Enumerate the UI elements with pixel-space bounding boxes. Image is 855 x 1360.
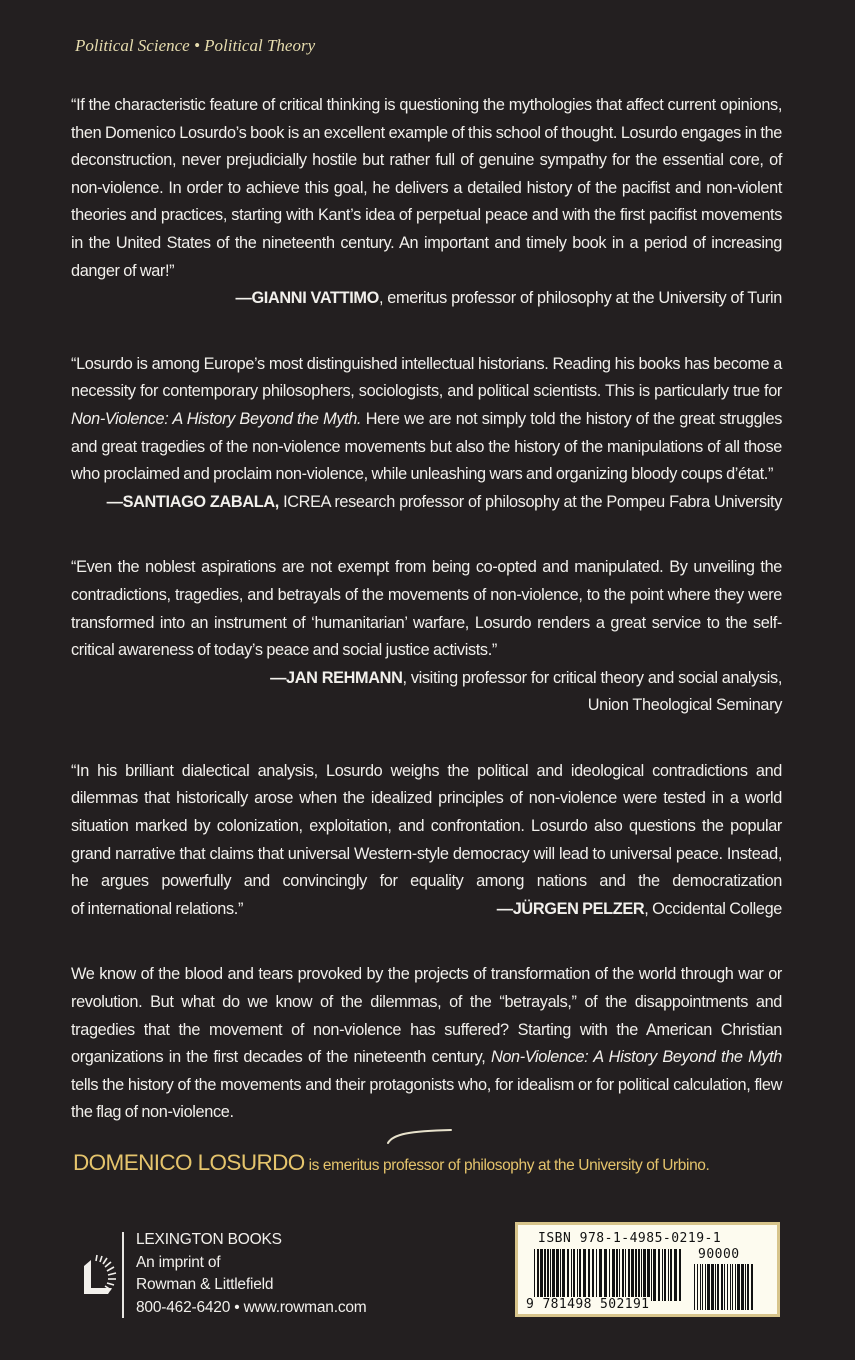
endorsement-affiliation: , visiting professor for critical theory and social analysis,	[402, 668, 782, 687]
barcode-bar	[651, 1249, 652, 1301]
barcode-bar	[556, 1249, 559, 1301]
barcode-bar	[702, 1264, 703, 1310]
endorsement	[71, 351, 782, 517]
barcode-bar	[596, 1249, 597, 1301]
barcode-bar	[537, 1249, 539, 1301]
barcode-bar	[562, 1249, 565, 1301]
addon-barcode-bars-icon	[694, 1264, 756, 1310]
endorsement	[71, 554, 782, 720]
endorsement-quote	[71, 351, 782, 489]
isbn-barcode	[515, 1222, 780, 1317]
barcode-bar	[694, 1264, 695, 1310]
publisher-imprint-label: An imprint of	[136, 1253, 221, 1271]
barcode-bar	[643, 1249, 646, 1301]
endorsement-attribution	[71, 285, 782, 313]
barcode-bar	[599, 1249, 602, 1301]
barcode-bar	[619, 1249, 620, 1301]
barcode-bar	[647, 1249, 650, 1301]
barcode-bar	[664, 1249, 666, 1301]
barcode-bar	[540, 1249, 543, 1301]
barcode-bar	[583, 1249, 586, 1301]
barcode-bar	[741, 1264, 744, 1310]
barcode-bar	[567, 1249, 569, 1301]
endorsement-affiliation: , Occidental College	[644, 899, 782, 918]
barcode-bar	[705, 1264, 706, 1310]
barcode-bar	[674, 1249, 677, 1301]
barcode-bar	[552, 1249, 555, 1301]
decorative-flourish-icon	[385, 1128, 455, 1146]
barcode-bar	[711, 1264, 714, 1310]
barcode-bar	[735, 1264, 736, 1310]
publisher-info	[136, 1229, 367, 1319]
barcode-bar	[737, 1264, 740, 1310]
barcode-bar	[616, 1249, 618, 1301]
endorsement-attribution	[71, 489, 782, 517]
barcode-bar	[560, 1249, 561, 1301]
endorsement-author: —JAN REHMANN	[270, 668, 403, 687]
endorsement	[71, 758, 782, 924]
barcode-bar	[547, 1249, 549, 1301]
barcode-bar	[622, 1249, 624, 1301]
description-text: We know of the blood and tears provoked by the projects of transformation of the world through war or revolution. But what do we know of the dilemmas, of the “betrayals,” of the disappointments and tragedies that the movement of non-violence has suffered? Starting with the American Christian organizations in the first decades of the nineteenth century,	[71, 965, 782, 1067]
barcode-bar	[579, 1249, 581, 1301]
barcode-bar	[638, 1249, 640, 1301]
endorsement-last-line	[71, 896, 782, 924]
lexington-books-logo-icon	[82, 1252, 120, 1296]
endorsement-author: —JÜRGEN PELZER	[496, 899, 645, 918]
book-title: Non-Violence: A History Beyond the Myth.	[71, 409, 362, 428]
barcode-bar	[609, 1249, 610, 1301]
publisher-name: LEXINGTON BOOKS	[136, 1231, 282, 1248]
isbn-label: ISBN 978-1-4985-0219-1	[538, 1231, 722, 1246]
author-bio-text: is emeritus professor of philosophy at the University of Urbino.	[304, 1157, 710, 1174]
divider	[122, 1232, 124, 1318]
barcode-bar	[732, 1264, 733, 1310]
barcode-bar	[544, 1249, 546, 1301]
barcode-bar	[670, 1249, 672, 1301]
barcode-bar	[635, 1249, 637, 1301]
endorsement-attribution	[71, 665, 782, 693]
barcode-bar	[534, 1249, 535, 1301]
barcode-bar	[625, 1249, 626, 1301]
barcode-bar	[747, 1264, 749, 1310]
barcode-bar	[679, 1249, 681, 1301]
barcode-bar	[715, 1264, 716, 1310]
author-bio	[73, 1150, 709, 1176]
barcode-bar	[658, 1249, 660, 1301]
barcode-bar	[628, 1249, 630, 1301]
endorsement	[71, 92, 782, 313]
quote-text: “Losurdo is among Europe’s most distinguished intellectual historians. Reading his books has become a necessity for contemporary philosophers, sociologists, and political scientists. This is particularly true for	[71, 354, 782, 401]
publisher-parent: Rowman & Littlefield	[136, 1276, 274, 1293]
barcode-bar	[700, 1264, 701, 1310]
barcode-bar	[668, 1249, 669, 1301]
barcode-bar	[724, 1264, 725, 1310]
publisher-contact: 800-462-6420 • www.rowman.com	[136, 1298, 367, 1316]
barcode-bar	[588, 1249, 590, 1301]
barcode-bar	[745, 1264, 746, 1310]
author-name: DOMENICO LOSURDO	[73, 1150, 305, 1175]
barcode-bar	[571, 1249, 572, 1301]
barcode-bar	[717, 1264, 719, 1310]
endorsement-quote: “If the characteristic feature of critical thinking is questioning the mythologies that affect current opinions, then Domenico Losurdo’s book is an excellent example of this school of thought. Losurdo engages in the deconstruction, never prejudicially hostile but rather full of genuine sympathy for the essential core, of non-violence. In order to achieve this goal, he delivers a detailed history of the pacifist and non-violent theories and practices, starting with Kant’s idea of perpetual peace and with the first pacifist movements in the United States of the nineteenth century. An important and timely book in a period of increasing danger of war!”	[71, 96, 782, 280]
barcode-bar	[662, 1249, 663, 1301]
barcode-bar	[641, 1249, 642, 1301]
category-label: Political Science • Political Theory	[75, 36, 316, 55]
endorsement-author: —GIANNI VATTIMO	[235, 289, 379, 308]
barcode-bar	[604, 1249, 607, 1301]
barcode-bar	[653, 1249, 656, 1301]
endorsement-affiliation: , emeritus professor of philosophy at the University of Turin	[378, 289, 782, 308]
barcode-bar	[697, 1264, 698, 1310]
barcode-bar	[727, 1264, 728, 1310]
barcode-bar	[612, 1249, 615, 1301]
barcode-bar	[751, 1264, 753, 1310]
book-description	[71, 961, 782, 1127]
barcode-bar	[721, 1264, 723, 1310]
barcode-bar	[577, 1249, 578, 1301]
endorsement-affiliation: ICREA research professor of philosophy at the Pompeu Fabra University	[278, 492, 782, 511]
barcode-bar	[631, 1249, 634, 1301]
barcode-bar	[573, 1249, 575, 1301]
endorsement-affiliation-line2: Union Theological Seminary	[587, 696, 782, 715]
price-code: 90000	[698, 1247, 740, 1262]
description-text: tells the history of the movements and their protagonists who, for idealism or for political calculation, flew the flag of non-violence.	[71, 1075, 782, 1122]
book-title: Non-Violence: A History Beyond the Myth	[490, 1048, 782, 1067]
endorsement-quote: “In his brilliant dialectical analysis, Losurdo weighs the political and ideological contradictions and dilemmas that historically arose when the idealized principles of non-violence were tested in a world situation marked by colonization, exploitation, and confrontation. Losurdo also questions the popular grand narrative that claims that universal Western-style democracy will lead to universal peace. Instead, he argues powerfully and convincingly for equality among nations and the democratization	[71, 761, 782, 891]
quote-text: of international relations.”	[71, 899, 244, 918]
barcode-bar	[707, 1264, 710, 1310]
ean-number: 9 781498 502191	[526, 1297, 650, 1312]
barcode-bar	[592, 1249, 594, 1301]
barcode-bars-icon	[534, 1249, 684, 1301]
endorsement-quote: “Even the noblest aspirations are not exempt from being co-opted and manipulated. By unveiling the contradictions, tragedies, and betrayals of the movements of non-violence, to the point where they were transformed into an instrument of ‘humanitarian’ warfare, Losurdo renders a great service to the self-critical awareness of today’s peace and social justice activists.”	[71, 558, 782, 660]
endorsement-author: —SANTIAGO ZABALA,	[106, 492, 279, 511]
barcode-bar	[730, 1264, 731, 1310]
back-cover-content	[71, 92, 782, 1127]
barcode-bar	[550, 1249, 551, 1301]
quote-text: Here we are not simply told the history of the great struggles and great tragedies of the non-violence movements but also the history of the manipulations of all those who proclaimed and proclaim non-violence, while unleashing wars and organizing bloody coups d’état.”	[71, 409, 782, 484]
endorsement-attribution	[497, 896, 782, 924]
